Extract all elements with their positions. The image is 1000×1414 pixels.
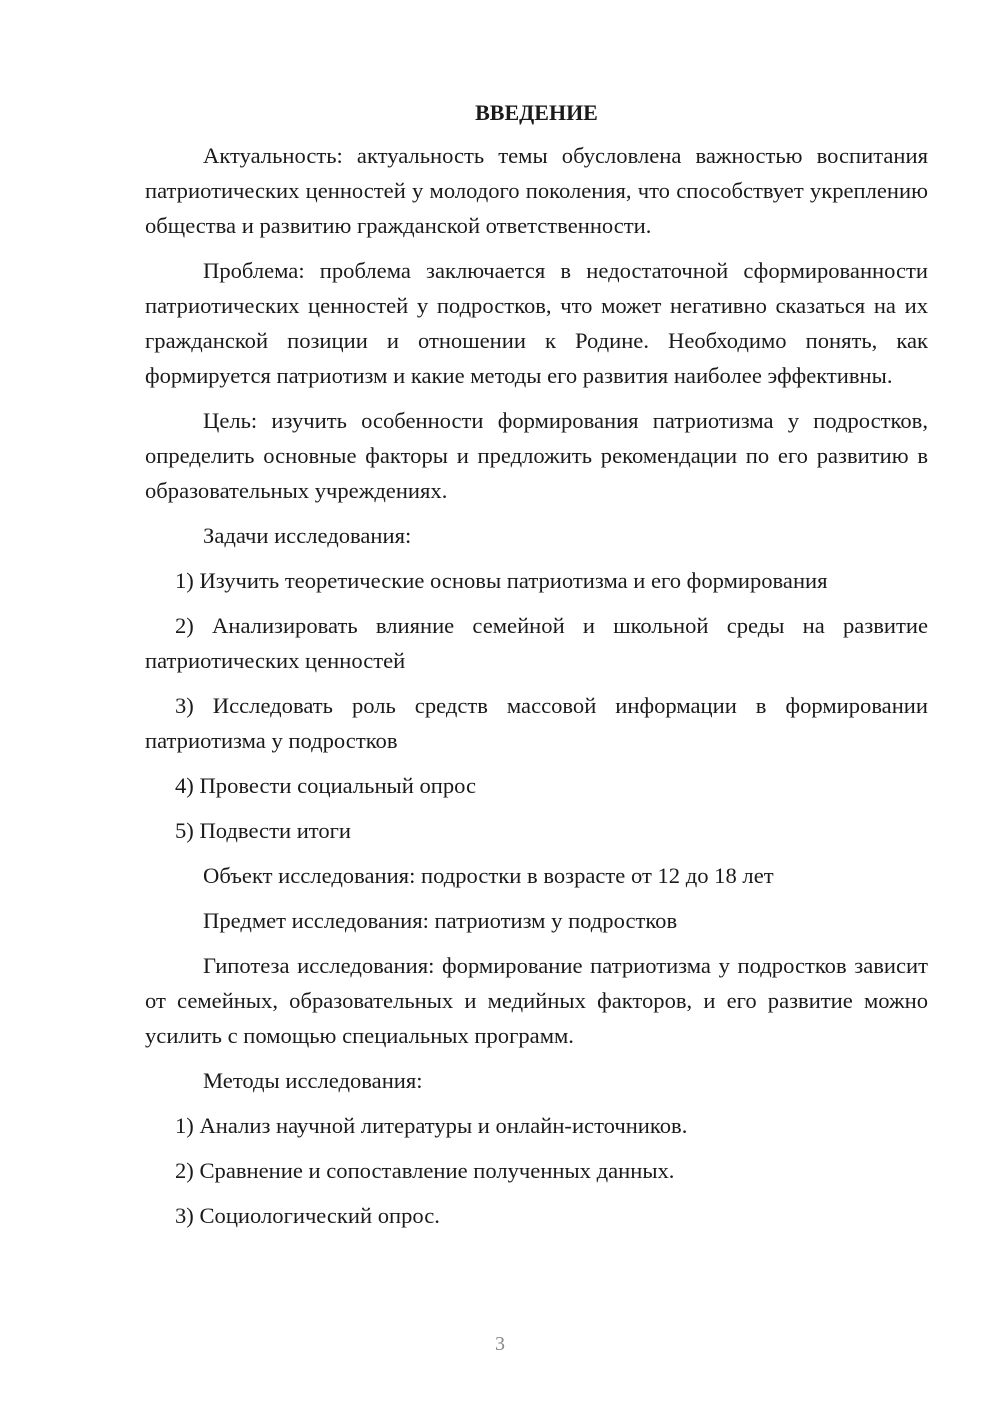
research-object: Объект исследования: подростки в возрасте от 12 до 18 лет	[203, 863, 774, 888]
page-number: 3	[495, 1333, 505, 1355]
task-item-5: 5) Подвести итоги	[175, 818, 352, 843]
problem-paragraph: Проблема: проблема заключается в недостаточной сформированности патриотических ценностей у подростков, что может негативно сказаться на их гражданской позиции и отношении к Родине. Необходимо понять, как формируется патриотизм и какие методы его развития наиболее эффективны.	[145, 258, 928, 388]
method-item-1: 1) Анализ научной литературы и онлайн-источников.	[175, 1113, 688, 1138]
task-item-2: 2) Анализировать влияние семейной и школьной среды на развитие патриотических ценностей	[145, 613, 928, 673]
methods-heading: Методы исследования:	[203, 1068, 423, 1093]
task-item-3: 3) Исследовать роль средств массовой информации в формировании патриотизма у подростков	[145, 693, 928, 753]
method-item-3: 3) Социологический опрос.	[175, 1203, 440, 1228]
document-page	[145, 98, 928, 1243]
goal-paragraph: Цель: изучить особенности формирования патриотизма у подростков, определить основные факторы и предложить рекомендации по его развитию в образовательных учреждениях.	[145, 408, 928, 503]
section-title: ВВЕДЕНИЕ	[475, 100, 598, 125]
task-item-1: 1) Изучить теоретические основы патриотизма и его формирования	[175, 568, 828, 593]
research-hypothesis: Гипотеза исследования: формирование патриотизма у подростков зависит от семейных, образовательных и медийных факторов, и его развитие можно усилить с помощью специальных программ.	[145, 953, 928, 1048]
research-subject: Предмет исследования: патриотизм у подростков	[203, 908, 678, 933]
method-item-2: 2) Сравнение и сопоставление полученных данных.	[175, 1158, 675, 1183]
task-item-4: 4) Провести социальный опрос	[175, 773, 477, 798]
tasks-heading: Задачи исследования:	[203, 523, 412, 548]
relevance-paragraph: Актуальность: актуальность темы обусловлена важностью воспитания патриотических ценностей у молодого поколения, что способствует укреплению общества и развитию гражданской ответственности.	[145, 143, 928, 238]
